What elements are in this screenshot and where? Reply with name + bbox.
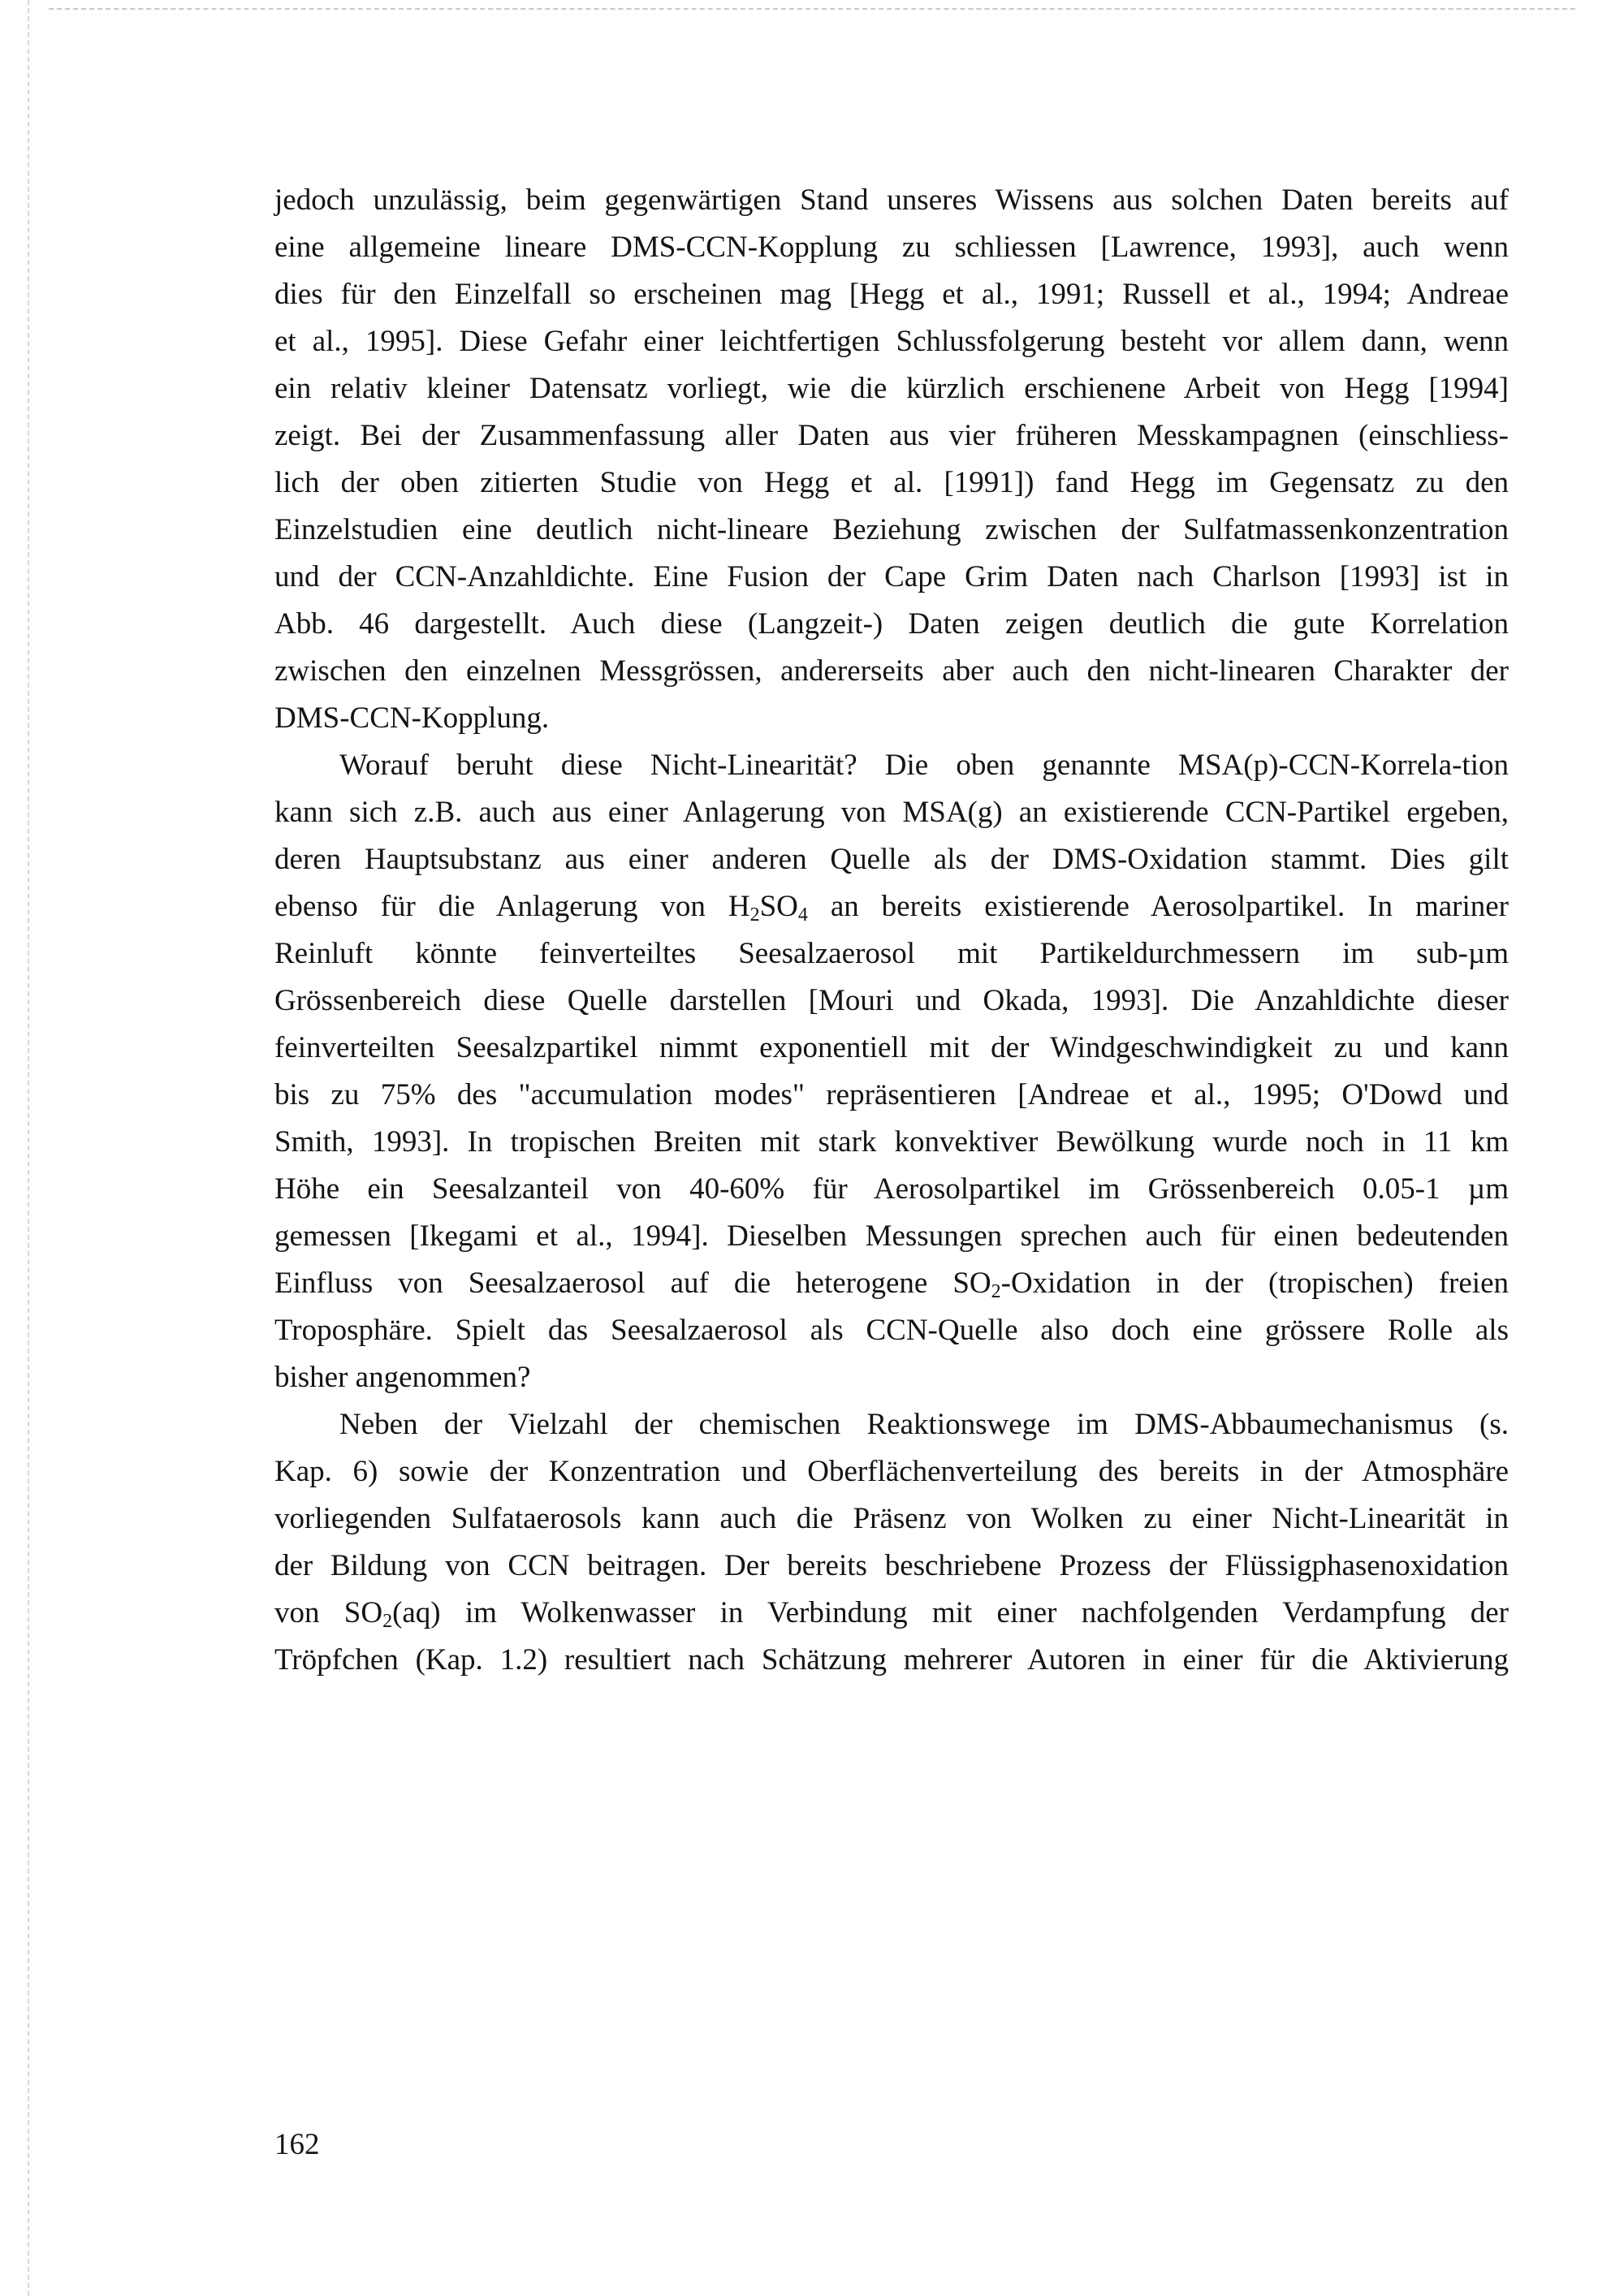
text-line xyxy=(274,1543,1509,1590)
body-text xyxy=(274,177,1509,1684)
text-segment: (aq) im Wolkenwasser in Verbindung mit einer nachfolgenden Verdampfung der xyxy=(392,1596,1509,1629)
text-line xyxy=(274,1354,1509,1401)
text-line xyxy=(274,460,1509,507)
text-line xyxy=(274,1448,1509,1495)
subscript: 2 xyxy=(991,1281,1001,1302)
text-segment: gemessen [Ikegami et al., 1994]. Dieselben Messungen sprechen auch für einen bedeutenden xyxy=(274,1219,1509,1253)
text-line xyxy=(274,1119,1509,1166)
text-segment: Abb. 46 dargestellt. Auch diese (Langzeit-) Daten zeigen deutlich die gute Korrelation xyxy=(274,607,1509,641)
text-segment: SO xyxy=(759,890,798,923)
text-segment: Troposphäre. Spielt das Seesalzaerosol als CCN-Quelle also doch eine grössere Rolle als xyxy=(274,1314,1509,1347)
text-line xyxy=(274,507,1509,554)
text-segment: zwischen den einzelnen Messgrössen, andererseits aber auch den nicht-linearen Charakter der xyxy=(274,654,1509,688)
text-segment: Einfluss von Seesalzaerosol auf die heterogene SO xyxy=(274,1267,991,1300)
text-segment: Neben der Vielzahl der chemischen Reaktionswege im DMS-Abbaumechanismus (s. xyxy=(339,1408,1509,1441)
text-segment: Kap. 6) sowie der Konzentration und Oberflächenverteilung des bereits in der Atmosphäre xyxy=(274,1455,1509,1488)
text-line xyxy=(274,1637,1509,1684)
text-line xyxy=(274,1495,1509,1543)
text-line xyxy=(274,412,1509,460)
text-line xyxy=(274,224,1509,271)
text-segment: Höhe ein Seesalzanteil von 40-60% für Aerosolpartikel im Grössenbereich 0.05-1 µm xyxy=(274,1172,1509,1206)
text-segment: Reinluft könnte feinverteiltes Seesalzaerosol mit Partikeldurchmessern im sub-µm xyxy=(274,937,1509,970)
text-segment: DMS-CCN-Kopplung. xyxy=(274,701,550,735)
text-line xyxy=(274,1166,1509,1213)
text-segment: von SO xyxy=(274,1596,383,1629)
text-line xyxy=(274,271,1509,318)
text-line xyxy=(274,1260,1509,1307)
text-line xyxy=(274,1401,1509,1448)
text-line xyxy=(274,695,1509,742)
subscript: 4 xyxy=(797,904,808,926)
text-line xyxy=(274,648,1509,695)
text-segment: kann sich z.B. auch aus einer Anlagerung von MSA(g) an existierende CCN-Partikel ergeben, xyxy=(274,796,1509,829)
text-line xyxy=(274,554,1509,601)
text-line xyxy=(274,742,1509,789)
text-line xyxy=(274,601,1509,648)
text-line xyxy=(274,177,1509,224)
text-segment: zeigt. Bei der Zusammenfassung aller Daten aus vier früheren Messkampagnen (einschliess- xyxy=(274,419,1509,452)
text-line xyxy=(274,318,1509,365)
scan-edge-left xyxy=(28,0,29,2296)
text-segment: bisher angenommen? xyxy=(274,1361,531,1394)
text-line xyxy=(274,978,1509,1025)
text-segment: Tröpfchen (Kap. 1.2) resultiert nach Schätzung mehrerer Autoren in einer für die Aktivierung xyxy=(274,1643,1509,1677)
text-segment: dies für den Einzelfall so erscheinen mag [Hegg et al., 1991; Russell et al., 1994; Andreae xyxy=(274,278,1509,311)
text-line xyxy=(274,836,1509,883)
text-segment: Einzelstudien eine deutlich nicht-lineare Beziehung zwischen der Sulfatmassenkonzentration xyxy=(274,513,1509,546)
text-line xyxy=(274,1025,1509,1072)
text-segment: und der CCN-Anzahldichte. Eine Fusion der Cape Grim Daten nach Charlson [1993] ist in xyxy=(274,560,1509,593)
text-segment: deren Hauptsubstanz aus einer anderen Quelle als der DMS-Oxidation stammt. Dies gilt xyxy=(274,843,1509,876)
text-segment: bis zu 75% des "accumulation modes" repräsentieren [Andreae et al., 1995; O'Dowd und xyxy=(274,1078,1509,1111)
text-segment: vorliegenden Sulfataerosols kann auch die Präsenz von Wolken zu einer Nicht-Linearität in xyxy=(274,1502,1509,1535)
subscript: 2 xyxy=(749,904,760,926)
subscript: 2 xyxy=(382,1611,393,1632)
scan-edge-top xyxy=(49,8,1575,10)
text-segment: -Oxidation in der (tropischen) freien xyxy=(1000,1267,1509,1300)
text-line xyxy=(274,930,1509,978)
text-segment: jedoch unzulässig, beim gegenwärtigen Stand unseres Wissens aus solchen Daten bereits auf xyxy=(274,183,1509,217)
text-line xyxy=(274,1213,1509,1260)
text-line xyxy=(274,1307,1509,1354)
text-segment: lich der oben zitierten Studie von Hegg et al. [1991]) fand Hegg im Gegensatz zu den xyxy=(274,466,1509,499)
text-line xyxy=(274,1072,1509,1119)
text-line xyxy=(274,1590,1509,1637)
text-segment: feinverteilten Seesalzpartikel nimmt exponentiell mit der Windgeschwindigkeit zu und kann xyxy=(274,1031,1509,1064)
text-segment: et al., 1995]. Diese Gefahr einer leichtfertigen Schlussfolgerung besteht vor allem dann, wenn xyxy=(274,325,1509,358)
text-segment: ein relativ kleiner Datensatz vorliegt, wie die kürzlich erschienene Arbeit von Hegg [1994] xyxy=(274,372,1509,405)
text-segment: Smith, 1993]. In tropischen Breiten mit stark konvektiver Bewölkung wurde noch in 11 km xyxy=(274,1125,1509,1159)
text-line xyxy=(274,789,1509,836)
text-segment: eine allgemeine lineare DMS-CCN-Kopplung zu schliessen [Lawrence, 1993], auch wenn xyxy=(274,231,1509,264)
page-number: 162 xyxy=(274,2128,320,2161)
text-segment: an bereits existierende Aerosolpartikel. In mariner xyxy=(807,890,1509,923)
text-line xyxy=(274,883,1509,930)
text-segment: ebenso für die Anlagerung von H xyxy=(274,890,750,923)
text-segment: der Bildung von CCN beitragen. Der bereits beschriebene Prozess der Flüssigphasenoxidation xyxy=(274,1549,1509,1582)
text-segment: Worauf beruht diese Nicht-Linearität? Die oben genannte MSA(p)-CCN-Korrela-tion xyxy=(339,749,1509,782)
text-line xyxy=(274,365,1509,412)
text-segment: Grössenbereich diese Quelle darstellen [Mouri und Okada, 1993]. Die Anzahldichte dieser xyxy=(274,984,1509,1017)
